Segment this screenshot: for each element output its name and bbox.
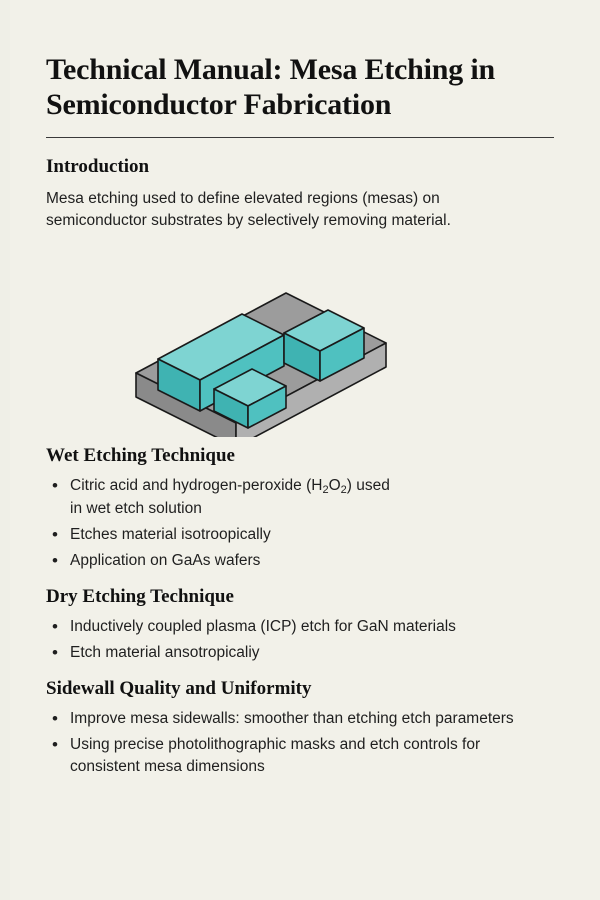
wet-etching-list [46, 475, 554, 573]
list-item: • Etches material isotroopically [46, 524, 554, 546]
list-item: • Etch material ansotropicaliy [46, 642, 554, 664]
subscript: 2 [340, 483, 347, 496]
section-heading-sidewall-quality: Sidewall Quality and Uniformity [46, 678, 312, 700]
section-heading-dry-etching: Dry Etching Technique [46, 586, 234, 608]
section-dry-etching [46, 586, 554, 664]
introduction-paragraph: Mesa etching used to define elevated regions (mesas) on semiconductor substrates by selectively removing material. [46, 189, 451, 230]
list-item: • Improve mesa sidewalls: smoother than etching etch parameters [46, 708, 554, 730]
section-heading-introduction: Introduction [46, 155, 150, 177]
list-item: • Inductively coupled plasma (ICP) etch for GaN materials [46, 616, 554, 638]
mesa-etching-diagram [46, 247, 426, 437]
section-introduction [46, 156, 554, 233]
dry-etching-list [46, 616, 554, 664]
sidewall-quality-list [46, 708, 554, 778]
page-title: Technical Manual: Mesa Etching in Semiconductor Fabrication [46, 53, 495, 122]
subscript: 2 [322, 483, 329, 496]
section-wet-etching [46, 445, 554, 573]
list-item: • Application on GaAs wafers [46, 550, 554, 572]
section-sidewall-quality [46, 678, 554, 778]
title-divider [46, 137, 554, 138]
section-heading-wet-etching: Wet Etching Technique [46, 444, 235, 466]
list-item: • Using precise photolithographic masks and etch controls for consistent mesa dimensions [46, 734, 554, 778]
list-item: • Citric acid and hydrogen-peroxide $(H_2O_2)$ used in wet etch solution [46, 475, 554, 521]
